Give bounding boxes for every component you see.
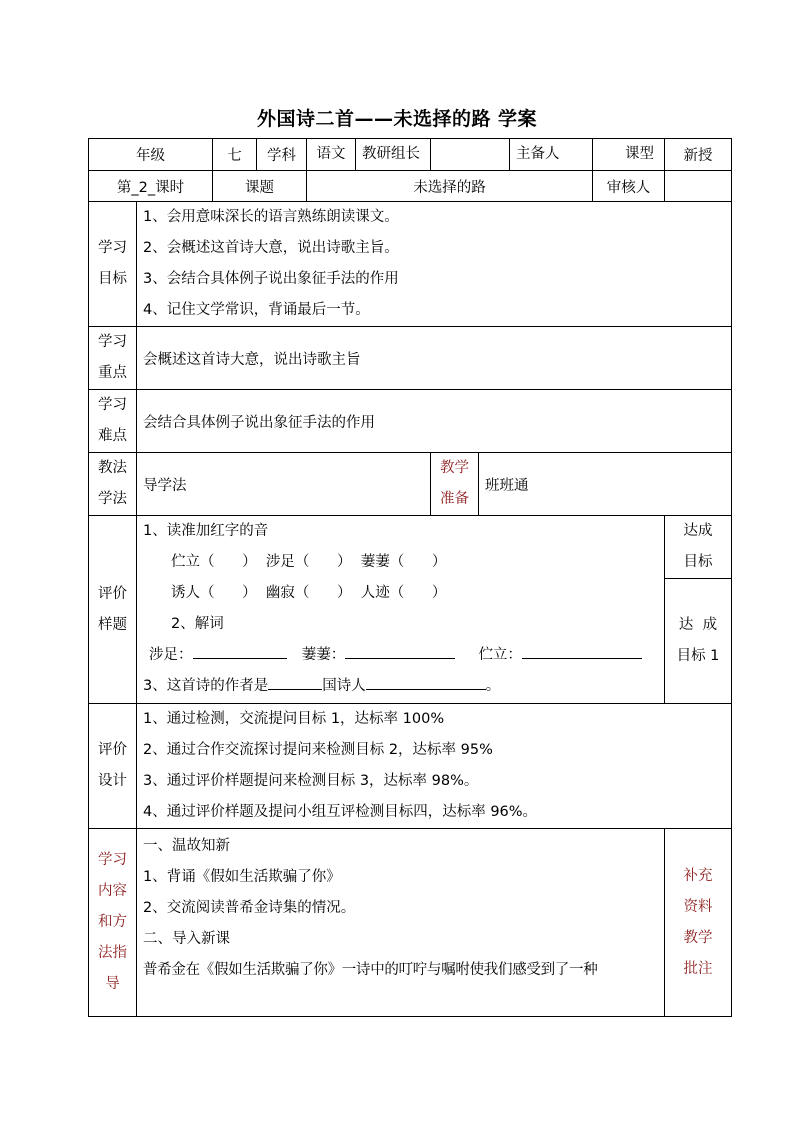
answer-blank[interactable] [268, 673, 322, 690]
goals-content [137, 202, 732, 327]
grade-label: 年级 [89, 139, 213, 171]
difficulty-label [89, 390, 137, 453]
evaluation-design-label-line1: 评价 [98, 742, 127, 758]
guide-label-line: 导 [105, 976, 120, 992]
answer-blank[interactable] [522, 642, 642, 659]
guide-label-line: 和方 [98, 914, 127, 930]
word-label: 萋萋： [301, 647, 346, 663]
design-item: 4、通过评价样题及提问小组互评检测目标四，达标率 96%。 [143, 804, 538, 820]
method-label [89, 453, 137, 516]
evaluation-design-content [137, 704, 732, 829]
question-3 [143, 671, 658, 702]
method-label-line1: 教法 [98, 460, 127, 476]
reviewer-label: 审核人 [593, 171, 665, 202]
preparer-label: 主备人 [516, 146, 560, 162]
answer-blank[interactable] [193, 642, 287, 659]
goals-label-line1: 学习 [98, 240, 127, 256]
pronunciation-row-1 [143, 547, 658, 578]
preparer-value [593, 139, 615, 170]
target-side-label-line2: 目标 [683, 554, 713, 570]
goals-label-line2: 目标 [98, 271, 127, 287]
guide-line: 普希金在《假如生活欺骗了你》一诗中的叮咛与嘱咐使我们感受到了一种 [143, 962, 598, 978]
difficulty-row [89, 390, 732, 453]
group-leader-label: 教研组长 [362, 146, 420, 162]
method-row [89, 453, 732, 516]
topic-label: 课题 [213, 171, 307, 202]
evaluation-design-label [89, 704, 137, 829]
pronunciation-item: 伫立（ ） [171, 554, 257, 570]
guide-side-label-line: 补充 [683, 868, 713, 884]
reviewer-value [665, 171, 732, 202]
question-3-middle: 国诗人 [322, 678, 366, 694]
preparation-label-line1: 教学 [440, 460, 469, 476]
design-item: 3、通过评价样题提问来检测目标 3，达标率 98%。 [143, 773, 479, 789]
guide-side-label [665, 829, 732, 1017]
preparation-value: 班班通 [479, 453, 732, 516]
evaluation-design-row [89, 704, 732, 829]
pronunciation-item: 萋萋（ ） [360, 554, 447, 570]
guide-line: 1、背诵《假如生活欺骗了你》 [143, 869, 341, 885]
lesson-type-value: 新授 [665, 139, 732, 171]
preparation-label [431, 453, 479, 516]
target-1-side-label-line2: 目标 1 [676, 648, 720, 664]
goal-item: 2、会概述这首诗大意，说出诗歌主旨。 [143, 240, 399, 256]
evaluation-sample-label [89, 516, 137, 704]
difficulty-label-line1: 学习 [98, 397, 127, 413]
guide-line: 二、导入新课 [143, 931, 230, 947]
question-2: 2、解词 [171, 616, 224, 632]
focus-label [89, 327, 137, 390]
guide-row [89, 829, 732, 1017]
design-item: 1、通过检测，交流提问目标 1，达标率 100% [143, 711, 445, 727]
guide-content [137, 829, 665, 1017]
question-3-suffix: 。 [485, 678, 501, 694]
lesson-plan-table [88, 138, 732, 1017]
header-row-1 [89, 139, 732, 171]
focus-label-line2: 重点 [98, 365, 127, 381]
word-definitions [143, 640, 658, 671]
topic-value: 未选择的路 [307, 171, 593, 202]
question-3-prefix: 3、这首诗的作者是 [143, 678, 269, 694]
target-1-side-label [665, 579, 732, 704]
header-row-2 [89, 171, 732, 202]
group-leader-value [431, 139, 510, 170]
guide-side-label-line: 批注 [683, 961, 713, 977]
pronunciation-item: 诱人（ ） [171, 585, 257, 601]
focus-row [89, 327, 732, 390]
target-side-label-line1: 达成 [683, 523, 713, 539]
pronunciation-item: 幽寂（ ） [265, 585, 352, 601]
subject-label: 学科 [257, 139, 307, 171]
design-item: 2、通过合作交流探讨提问来检测目标 2，达标率 95% [143, 742, 493, 758]
evaluation-sample-label-line1: 评价 [98, 585, 127, 602]
guide-label-line: 法指 [98, 945, 127, 961]
word-label: 伫立： [478, 647, 522, 663]
pronunciation-item: 涉足（ ） [265, 554, 352, 570]
method-label-line2: 学法 [98, 491, 127, 507]
lesson-number: 第_2_课时 [89, 171, 213, 202]
guide-label [89, 829, 137, 1017]
target-side-label [665, 516, 732, 579]
guide-side-label-line: 教学 [683, 930, 713, 946]
evaluation-sample-content [137, 516, 665, 704]
focus-label-line1: 学习 [98, 334, 127, 350]
goals-row [89, 202, 732, 327]
guide-line: 一、温故知新 [143, 838, 230, 854]
difficulty-label-line2: 难点 [98, 428, 127, 444]
subject-cell [307, 139, 431, 171]
type-cell [593, 139, 665, 171]
preparation-label-line2: 准备 [440, 491, 469, 507]
focus-content: 会概述这首诗大意，说出诗歌主旨 [137, 327, 732, 390]
evaluation-sample-row [89, 516, 732, 579]
answer-blank[interactable] [345, 642, 455, 659]
subject-value: 语文 [307, 139, 356, 170]
goal-item: 3、会结合具体例子说出象征手法的作用 [143, 271, 399, 287]
guide-label-line: 学习 [98, 852, 127, 868]
goals-label [89, 202, 137, 327]
difficulty-content: 会结合具体例子说出象征手法的作用 [137, 390, 732, 453]
guide-side-label-line: 资料 [683, 899, 713, 915]
pronunciation-item: 人迹（ ） [360, 585, 447, 601]
evaluation-design-label-line2: 设计 [98, 773, 127, 789]
pronunciation-row-2 [143, 578, 658, 609]
lesson-type-label: 课型 [625, 146, 654, 162]
page-title: 外国诗二首——未选择的路 学案 [256, 108, 538, 130]
answer-blank[interactable] [366, 673, 486, 690]
guide-label-line: 内容 [98, 883, 127, 899]
group-and-preparer-cell [431, 139, 593, 171]
goal-item: 1、会用意味深长的语言熟练朗读课文。 [143, 209, 399, 225]
guide-line: 2、交流阅读普希金诗集的情况。 [143, 900, 356, 916]
word-label: 涉足： [149, 647, 193, 663]
evaluation-sample-label-line2: 样题 [98, 616, 127, 633]
target-1-side-label-line1: 达 成 [678, 617, 718, 633]
method-value: 导学法 [137, 453, 431, 516]
goal-item: 4、记住文学常识，背诵最后一节。 [143, 302, 370, 318]
grade-value: 七 [213, 139, 257, 171]
question-1: 1、读准加红字的音 [143, 523, 269, 539]
